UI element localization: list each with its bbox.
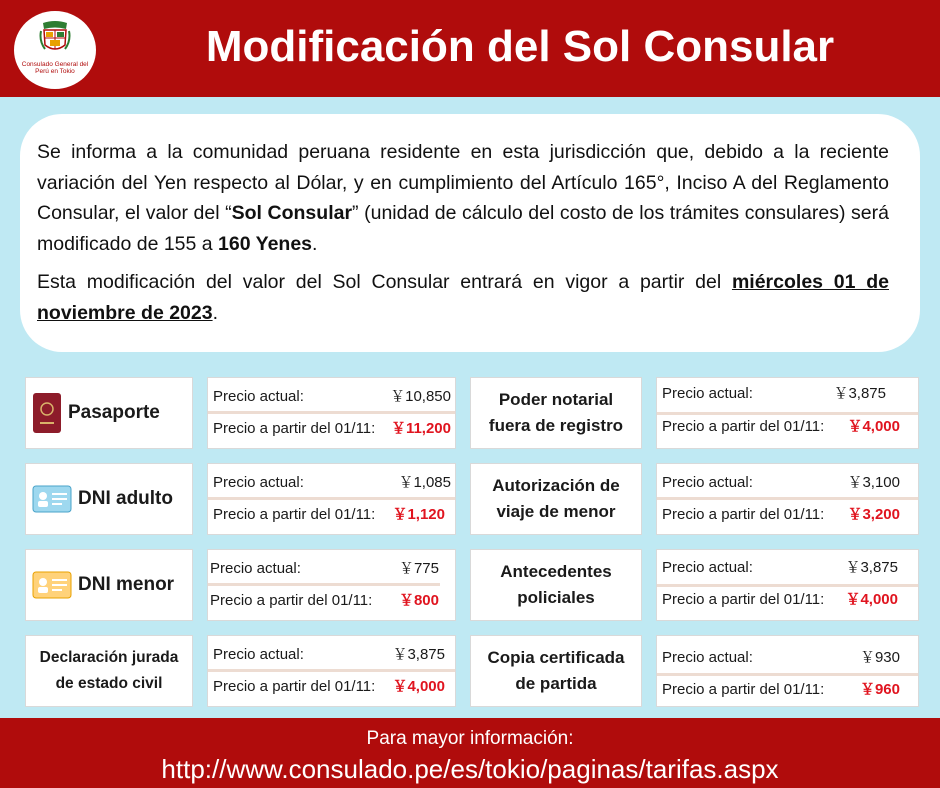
new-price: ￥4,000 [392, 678, 445, 695]
new-price: ￥11,200 [390, 420, 451, 437]
divider [208, 411, 455, 414]
current-price: ￥3,100 [847, 474, 900, 491]
current-price: ￥775 [398, 560, 439, 577]
new-price: ￥1,120 [392, 506, 445, 523]
price-box-poder-notarial: Precio actual: ￥3,875 Precio a partir del 01/11: ￥4,000 [656, 377, 919, 449]
price-box-dni-menor: Precio actual: ￥775 Precio a partir del 01/11: ￥800 [207, 549, 456, 621]
id-card-icon [32, 571, 72, 599]
service-dni-menor: DNI menor [25, 549, 193, 621]
divider [208, 583, 440, 586]
new-price: ￥4,000 [847, 418, 900, 435]
service-antecedentes: Antecedentes policiales [470, 549, 642, 621]
service-dni-adulto: DNI adulto [25, 463, 193, 535]
price-box-declaracion-jurada: Precio actual: ￥3,875 Precio a partir del 01/11: ￥4,000 [207, 635, 456, 707]
header-banner [0, 0, 940, 97]
divider [208, 497, 455, 500]
footer-url-link[interactable]: http://www.consulado.pe/es/tokio/paginas/tarifas.aspx [161, 754, 779, 784]
notice-paragraph-1: Se informa a la comunidad peruana residente en esta jurisdicción que, debido a la reciente variación del Yen respecto al Dólar, y en cumplimiento del Artículo 165°, Inciso A del Reglamento Consular, el valor del “Sol Consular” (unidad de cálculo del costo de los trámites consulares) será modificado de 155 a 160 Yenes. [37, 141, 889, 255]
current-price: ￥10,850 [390, 388, 451, 405]
price-box-copia-certificada: Precio actual: ￥930 Precio a partir del 01/11: ￥960 [656, 635, 919, 707]
price-box-antecedentes: Precio actual: ￥3,875 Precio a partir del 01/11: ￥4,000 [656, 549, 919, 621]
current-price: ￥3,875 [845, 559, 898, 576]
effective-date: miércoles 01 de noviembre de 2023 [37, 271, 889, 324]
divider [657, 584, 918, 587]
notice-paragraph-2: Esta modificación del valor del Sol Consular entrará en vigor a partir del miércoles 01 de noviembre de 2023. [37, 271, 889, 324]
notice-box [20, 114, 920, 352]
divider [657, 412, 918, 415]
service-poder-notarial: Poder notarial fuera de registro [470, 377, 642, 449]
price-box-dni-adulto: Precio actual: ￥1,085 Precio a partir del 01/11: ￥1,120 [207, 463, 456, 535]
new-price: ￥800 [398, 592, 439, 609]
new-price: ￥4,000 [845, 591, 898, 608]
new-price: ￥960 [859, 681, 900, 698]
consulate-logo [14, 11, 96, 89]
divider [657, 497, 918, 500]
page-title: Modificación del Sol Consular [205, 22, 835, 71]
current-price: ￥1,085 [398, 474, 451, 491]
service-autorizacion-viaje: Autorización de viaje de menor [470, 463, 642, 535]
service-pasaporte: Pasaporte [25, 377, 193, 449]
footer-info-label: Para mayor información: [366, 728, 574, 749]
current-price: ￥930 [859, 649, 900, 666]
new-price: ￥3,200 [847, 506, 900, 523]
logo-text: Consulado General del Perú en Tokio [21, 61, 89, 75]
divider [208, 669, 455, 672]
current-price: ￥3,875 [833, 385, 886, 402]
divider [657, 673, 918, 676]
footer-banner [0, 718, 940, 788]
service-declaracion-jurada: Declaración jurada de estado civil [25, 635, 193, 707]
id-card-icon [32, 485, 72, 513]
service-copia-certificada: Copia certificada de partida [470, 635, 642, 707]
price-box-pasaporte: Precio actual: ￥10,850 Precio a partir del 01/11: ￥11,200 [207, 377, 456, 449]
passport-icon [32, 392, 62, 434]
current-price: ￥3,875 [392, 646, 445, 663]
coat-of-arms-icon [39, 19, 71, 57]
price-box-autorizacion-viaje: Precio actual: ￥3,100 Precio a partir del 01/11: ￥3,200 [656, 463, 919, 535]
